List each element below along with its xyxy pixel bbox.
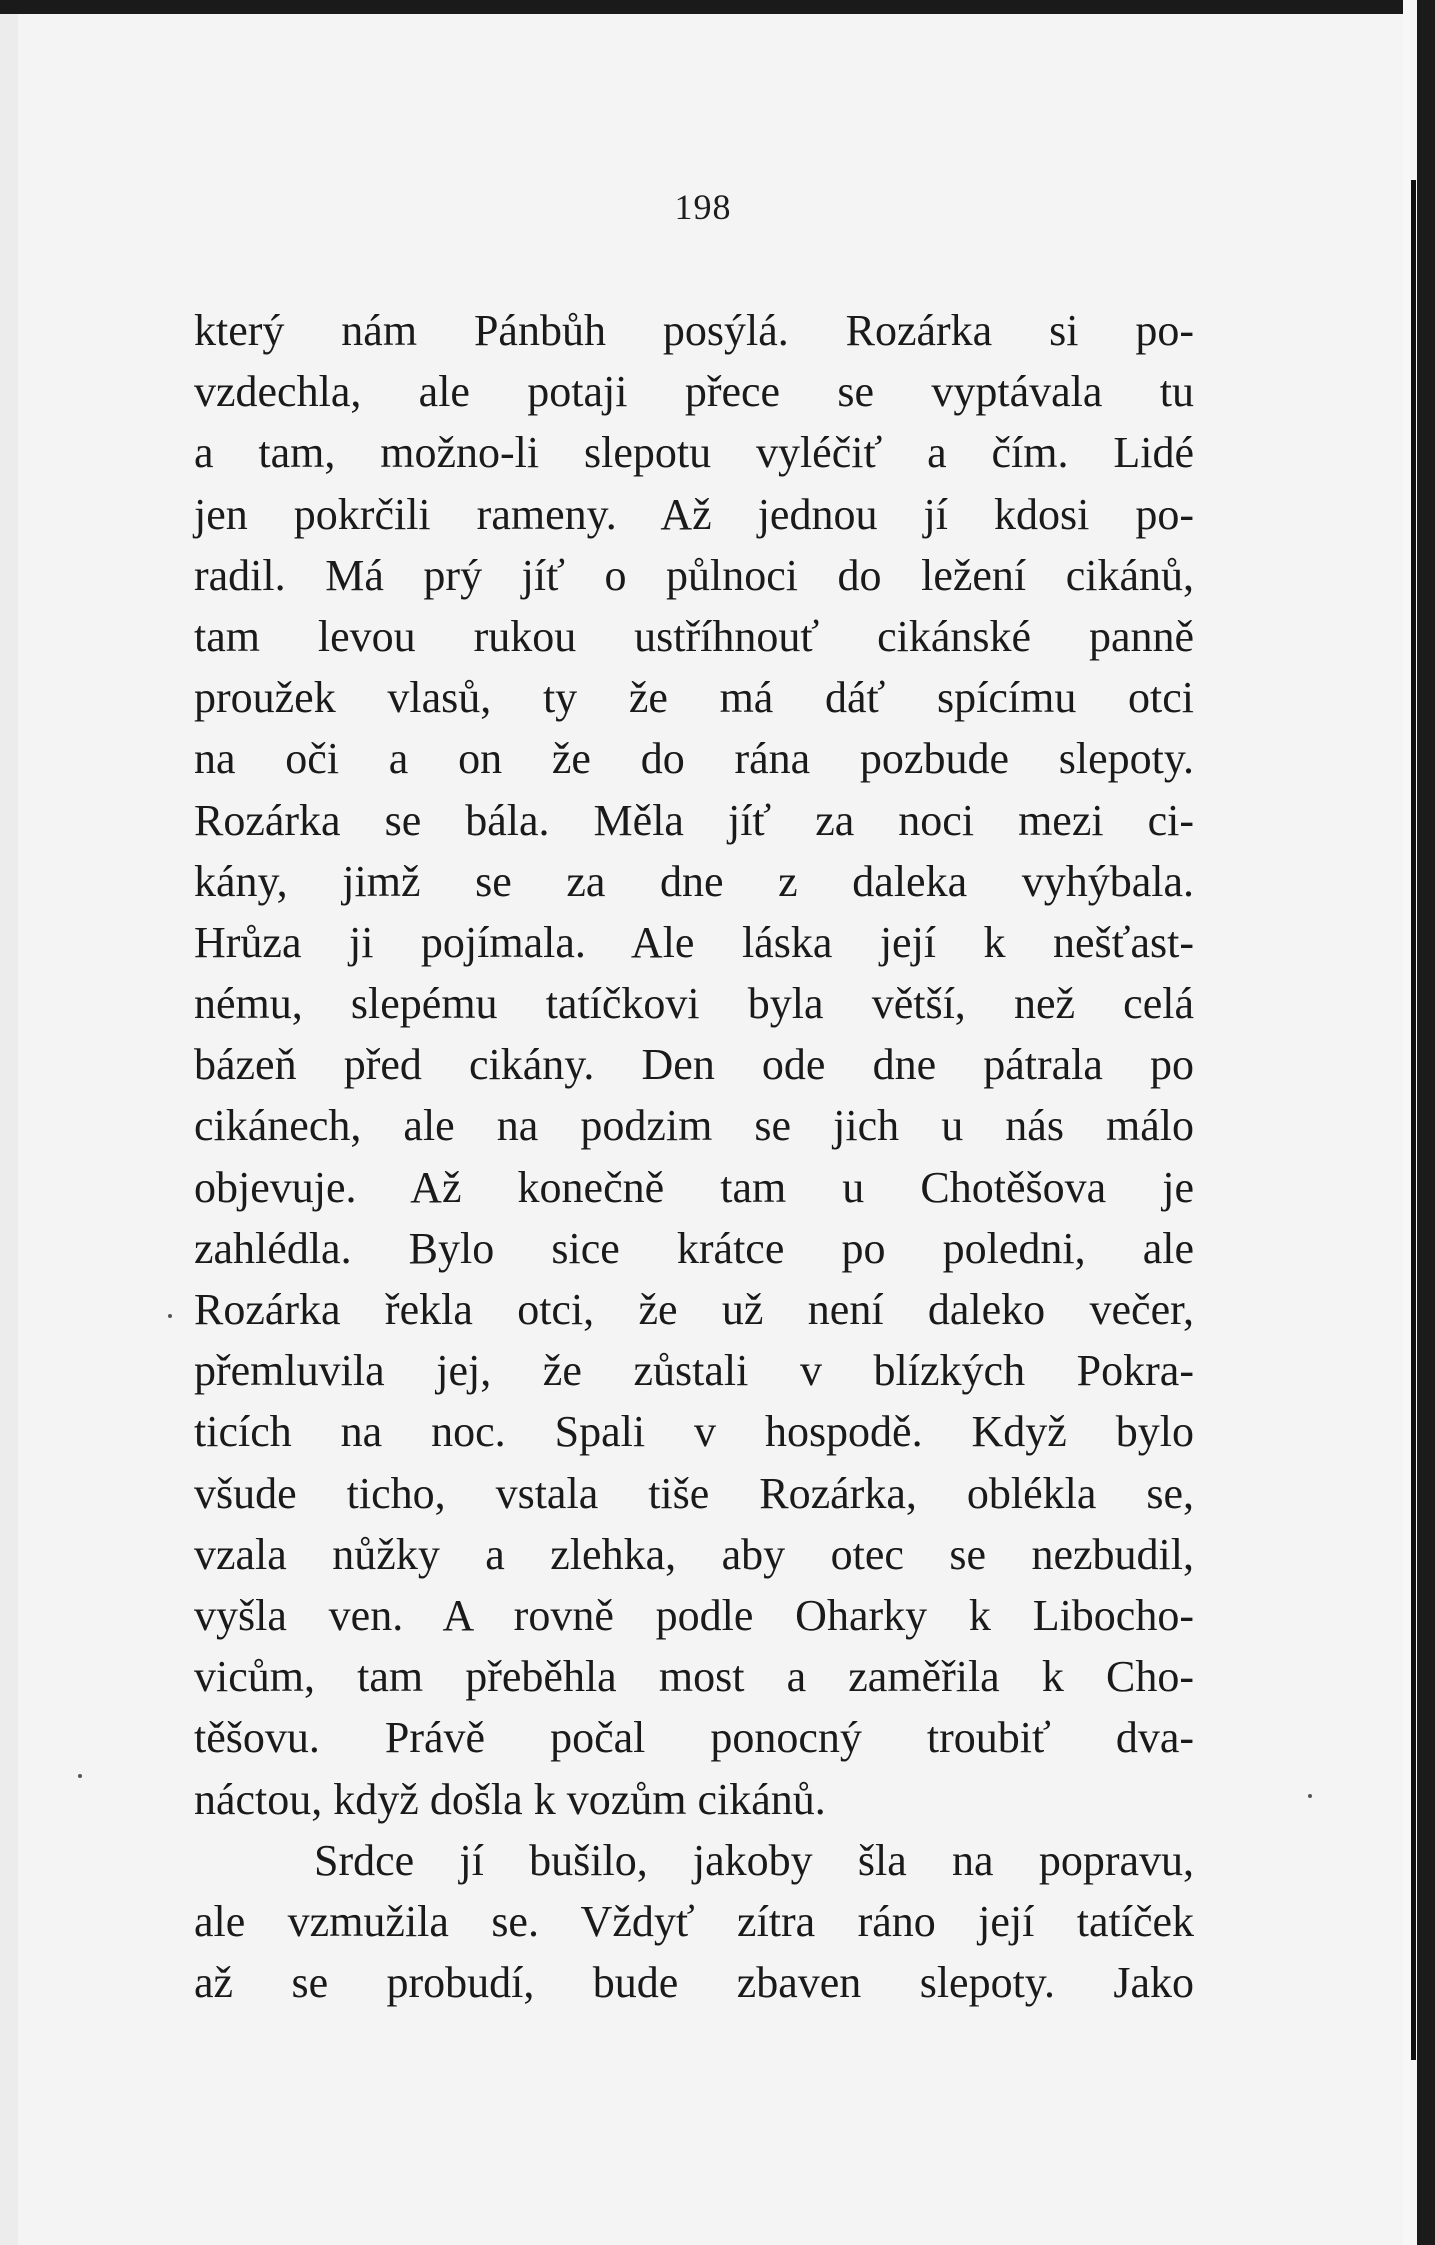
text-line: jen pokrčili rameny. Až jednou jí kdosi po- [194, 489, 1194, 539]
text-line: vzala nůžky a zlehka, aby otec se nezbudil, [194, 1529, 1194, 1579]
body-text [194, 300, 1194, 2013]
text-line: vyšla ven. A rovně podle Oharky k Libocho- [194, 1590, 1194, 1640]
text-line: Rozárka řekla otci, že už není daleko večer, [194, 1285, 1194, 1334]
text-line: Hrůza ji pojímala. Ale láska její k nešťast- [194, 917, 1194, 967]
paper-speck [78, 1774, 82, 1778]
text-line: nému, slepému tatíčkovi byla větší, než celá [194, 979, 1194, 1029]
text-line: Srdce jí bušilo, jakoby šla na popravu, [314, 1835, 1194, 1885]
text-line: až se probudí, bude zbaven slepoty. Jako [194, 1958, 1194, 2008]
text-line: který nám Pánbůh posýlá. Rozárka si po- [194, 306, 1194, 355]
scan-right-edge [1403, 0, 1435, 2245]
text-line: Rozárka se bála. Měla jíť za noci mezi ci- [194, 795, 1194, 845]
text-line: radil. Má prý jíť o půlnoci do ležení cikánů, [194, 550, 1194, 600]
text-line: zahlédla. Bylo sice krátce po poledni, ale [194, 1223, 1194, 1273]
text-line: ale vzmužila se. Vždyť zítra ráno její tatíček [194, 1896, 1194, 1946]
text-line: ticích na noc. Spali v hospodě. Když bylo [194, 1407, 1194, 1457]
scan-top-border [0, 0, 1435, 14]
text-line: těšovu. Právě počal ponocný troubiť dva- [194, 1713, 1194, 1763]
text-line: přemluvila jej, že zůstali v blízkých Pokra- [194, 1346, 1194, 1396]
text-line: na oči a on že do rána pozbude slepoty. [194, 734, 1194, 784]
text-line: náctou, když došla k vozům cikánů. [194, 1774, 826, 1824]
text-line: bázeň před cikány. Den ode dne pátrala po [194, 1040, 1194, 1090]
text-line: tam levou rukou ustříhnouť cikánské panně [194, 611, 1194, 661]
text-line: všude ticho, vstala tiše Rozárka, oblékla se, [194, 1468, 1194, 1518]
paper-speck [168, 1314, 172, 1318]
binding-line [1411, 180, 1416, 2060]
page-number: 198 [674, 187, 732, 227]
book-page [18, 14, 1406, 2245]
text-line: vzdechla, ale potaji přece se vyptávala tu [194, 367, 1194, 417]
scan-dark-margin [1417, 0, 1435, 2245]
text-line: a tam, možno-li slepotu vyléčiť a čím. Lidé [194, 428, 1194, 478]
text-line: objevuje. Až konečně tam u Chotěšova je [194, 1162, 1194, 1212]
text-line: cikánech, ale na podzim se jich u nás málo [194, 1101, 1194, 1151]
paper-speck [1308, 1794, 1312, 1798]
text-line: proužek vlasů, ty že má dáť spícímu otci [194, 673, 1194, 723]
text-line: vicům, tam přeběhla most a zaměřila k Cho- [194, 1652, 1194, 1702]
text-line: kány, jimž se za dne z daleka vyhýbala. [194, 856, 1194, 906]
